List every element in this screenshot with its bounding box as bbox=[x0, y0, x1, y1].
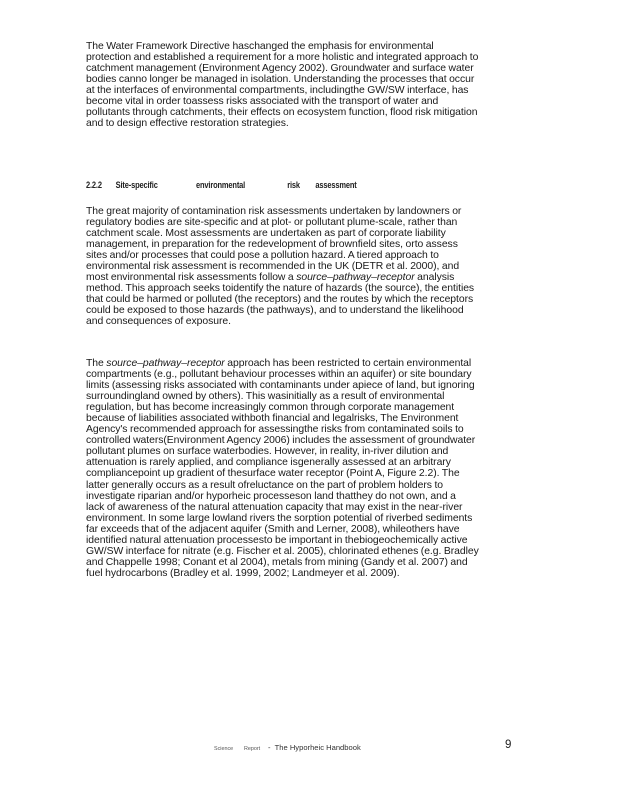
text-line: compliancepoint up gradient of thesurface water receptor (Point A, Figure 2.2). The bbox=[86, 468, 460, 480]
paragraph-wfd-intro bbox=[86, 41, 532, 129]
text-line: environmental risk assessment is recommended in the UK (DETR et al. 2000), and bbox=[86, 261, 460, 273]
text-line: investigate riparian and/or hyporheic processeson land thatthey do not own, and a bbox=[86, 490, 456, 502]
text-line bbox=[86, 358, 532, 369]
section-number: 2.2.2 bbox=[86, 180, 102, 191]
text-line: identified natural attenuation processesto be important in thebiogeochemically active bbox=[86, 534, 468, 546]
text-line: compartments (e.g., pollutant behaviour processes within an aquifer) or site boundary bbox=[86, 369, 472, 381]
text-line: because of liabilities associated withboth financial and legalrisks, The Environment bbox=[86, 413, 459, 425]
text-line: fuel hydrocarbons (Bradley et al. 1999, 2002; Landmeyer et al. 2009). bbox=[86, 567, 400, 579]
text-line: pollutant plumes on surface waterbodies. However, in reality, in-river dilution and bbox=[86, 446, 449, 458]
section-heading bbox=[86, 180, 357, 191]
italic-term: source–pathway–receptor bbox=[106, 358, 225, 369]
text-line: surroundingland owned by others). This wasinitially as a result of environmental bbox=[86, 391, 445, 403]
italic-term: source–pathway–receptor bbox=[296, 272, 415, 284]
text-line: regulatory bodies are site-specific and at plot- or pollutant plume-scale, rather than bbox=[86, 217, 458, 229]
text-line: GW/SW interface for nitrate (e.g. Fischer et al. 2005), chlorinated ethenes (e.g. Bradley bbox=[86, 545, 479, 557]
text-line: regulation, but has become increasingly common through corporate management bbox=[86, 402, 455, 414]
text-line: far exceeds that of the adjacent aquifer (Smith and Lerner, 2008), whileothers have bbox=[86, 523, 460, 535]
text-line: at the interfaces of environmental compartments, includingthe GW/SW interface, has bbox=[86, 85, 469, 97]
page-number: 9 bbox=[505, 739, 512, 751]
heading-word: risk bbox=[287, 180, 300, 191]
text-line: controlled waters(Environment Agency 2006) includes the assessment of groundwater bbox=[86, 435, 476, 447]
text-line: catchment scale. Most assessments are undertaken as part of corporate liability bbox=[86, 228, 446, 240]
page-footer bbox=[214, 743, 361, 752]
footer-label: Report bbox=[244, 746, 261, 752]
footer-title: The Hyporheic Handbook bbox=[274, 743, 361, 752]
text-line: that could be harmed or polluted (the receptors) and the routes by which the receptors bbox=[86, 294, 474, 306]
paragraph-spr-approach bbox=[86, 358, 532, 579]
text-segment: The bbox=[86, 358, 107, 369]
text-line: become vital in order toassess risks associated with the transport of water and bbox=[86, 96, 439, 108]
heading-word: Site-specific bbox=[115, 180, 158, 191]
text-line: method. This approach seeks toidentify the nature of hazards (the source), the entities bbox=[86, 283, 475, 295]
text-line: environment. In some large lowland rivers the sorption potential of riverbed sediments bbox=[86, 512, 473, 524]
text-line: and to design effective restoration strategies. bbox=[86, 118, 289, 130]
text-line: latter generally occurs as a result ofreluctance on the part of problem holders to bbox=[86, 479, 444, 491]
paragraph-risk-assessments bbox=[86, 206, 532, 328]
text-line: and Chappelle 1998; Conant et al 2004), metals from mining (Gandy et al. 2007) and bbox=[86, 556, 468, 568]
text-line: protection and established a requirement for a more holistic and integrated approach to bbox=[86, 52, 479, 64]
text-segment: most environmental risk assessments follow a bbox=[86, 272, 294, 284]
text-line: The great majority of contamination risk assessments undertaken by landowners or bbox=[86, 206, 462, 217]
text-line: attenuation is rarely applied, and compliance isgenerally assessed at an arbitrary bbox=[86, 457, 451, 469]
text-line: pollutants through catchments, their effects on ecosystem function, flood risk mitigation bbox=[86, 107, 478, 119]
text-line: management, in preparation for the redevelopment of brownfield sites, orto assess bbox=[86, 239, 458, 251]
text-line: catchment management (Environment Agency 2002). Groundwater and surface water bbox=[86, 63, 474, 75]
footer-separator: - bbox=[268, 743, 271, 752]
footer-label: Science bbox=[214, 746, 234, 752]
text-line: Agency's recommended approach for assessingthe risks from contaminated soils to bbox=[86, 424, 464, 436]
text-line: and consequences of exposure. bbox=[86, 316, 231, 328]
text-line: bodies canno longer be managed in isolation. Understanding the processes that occur bbox=[86, 74, 475, 86]
text-segment: analysis bbox=[414, 272, 455, 284]
text-segment: approach has been restricted to certain environmental bbox=[224, 358, 472, 369]
text-line: lack of awareness of the natural attenuation capacity that may exist in the near-river bbox=[86, 501, 463, 513]
text-line: The Water Framework Directive haschanged the emphasis for environmental bbox=[86, 41, 434, 52]
heading-word: assessment bbox=[315, 180, 357, 191]
text-line: limits (assessing risks associated with contaminants under apiece of land, but ignoring bbox=[86, 380, 475, 392]
text-line: sites and/or processes that could pose a pollution hazard. A tiered approach to bbox=[86, 250, 439, 262]
text-line: could be exposed to those hazards (the pathways), and to understand the likelihood bbox=[86, 305, 464, 317]
text-line bbox=[86, 272, 532, 283]
heading-word: environmental bbox=[195, 180, 246, 191]
